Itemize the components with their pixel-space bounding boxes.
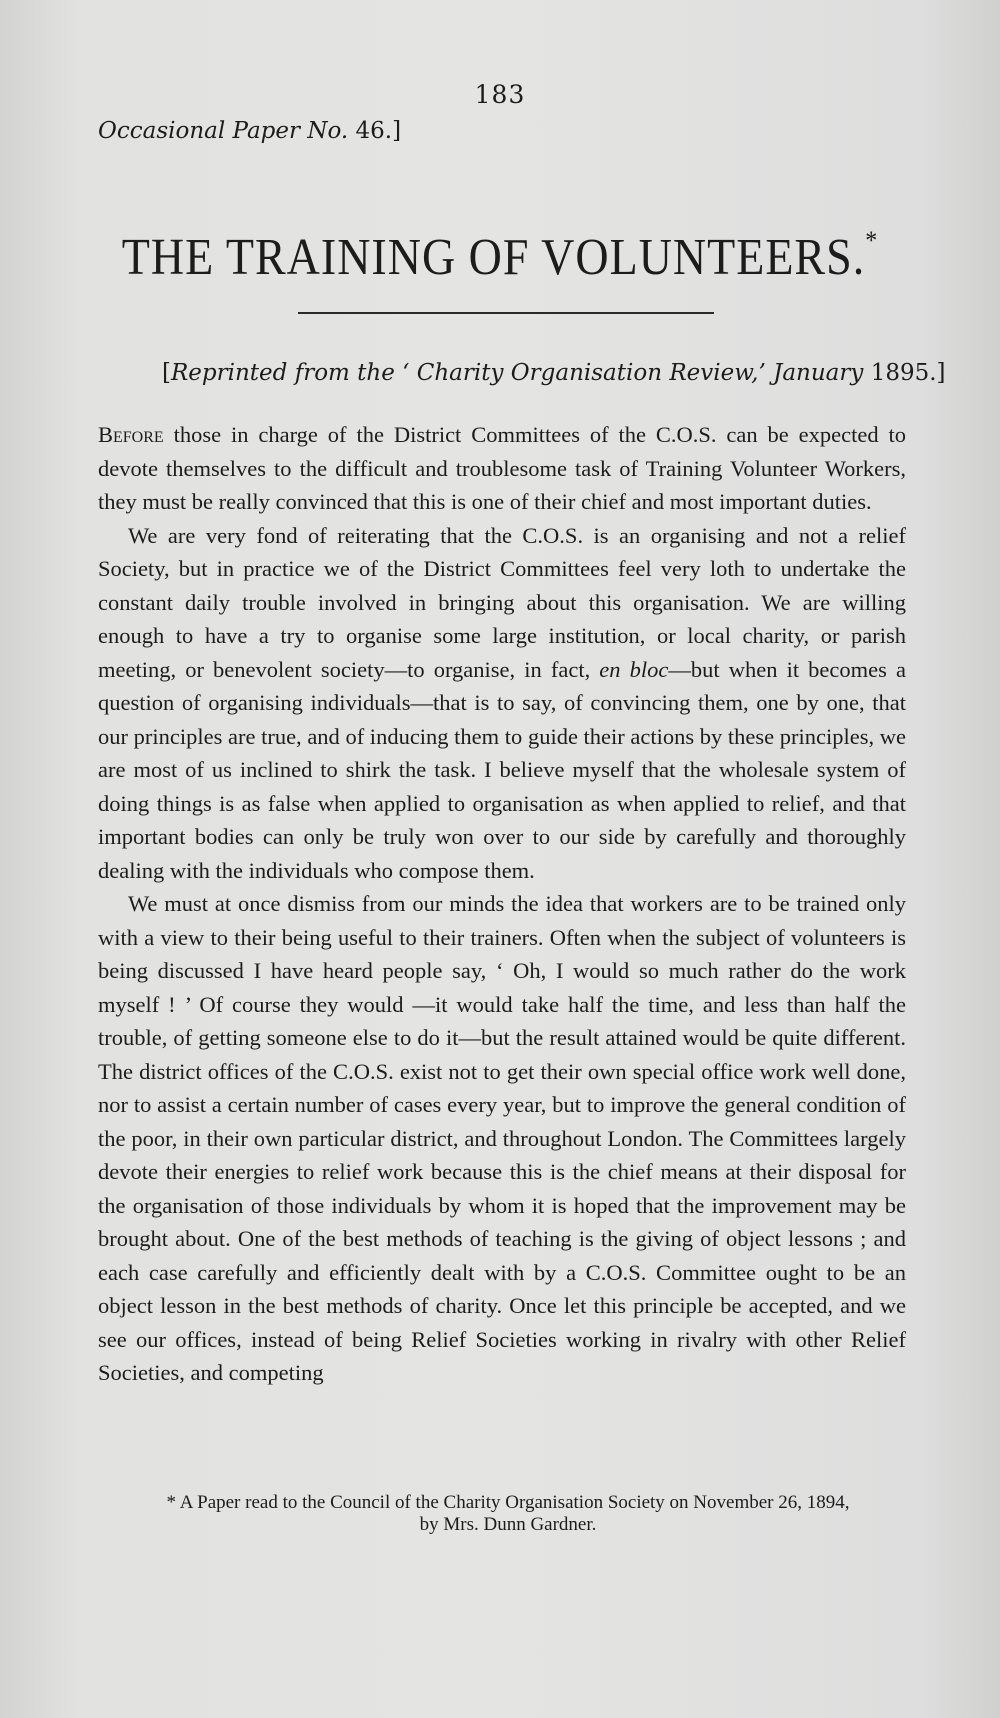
paragraph-3: We must at once dismiss from our minds the idea that workers are to be trained only with a view to their being useful to their trainers. Often when the subject of volunteers is being discussed I have heard people say, ‘ Oh, I would so much rather do the work myself ! ’ Of course they would —it would take half the time, and less than half the trouble, of getting someone else to do it—but the result attained would be quite different. The district offices of the C.O.S. exist not to get their own special office work well done, nor to assist a certain number of cases every year, but to improve the general condition of the poor, in their own particular district, and throughout London. The Committees largely devote their energies to relief work because this is the chief means at their disposal for the organisation of those individuals by whom it is hoped that the improvement may be brought about. One of the best methods of teaching is the giving of object lessons ; and each case carefully and efficiently dealt with by a C.O.S. Committee ought to be an object lesson in the best methods of charity. Once let this principle be accepted, and we see our offices, instead of being Relief Societies working in rivalry with other Relief Societies, and competing [98, 891, 906, 1385]
paragraph-2 [98, 519, 906, 888]
series-label [98, 118, 401, 144]
series-name: Occasional Paper No. [98, 118, 349, 144]
footnote [98, 1492, 918, 1536]
paragraph-lead: Before [98, 422, 164, 447]
reprint-bracket: [ [162, 360, 171, 386]
footnote-line-1: * A Paper read to the Council of the Charity Organisation Society on November 26, 1894, [166, 1492, 850, 1513]
paragraph-2-italic: en bloc [599, 656, 669, 682]
reprint-source: Reprinted from the ‘ Charity Organisation Review,’ January [170, 360, 864, 386]
paragraph-1 [98, 418, 906, 519]
footnote-marker: * [865, 226, 879, 256]
title-divider [298, 312, 714, 314]
title-text: THE TRAINING OF VOLUNTEERS. [121, 227, 866, 286]
series-number: 46.] [355, 118, 402, 144]
footnote-line-2: by Mrs. Dunn Gardner. [419, 1514, 597, 1535]
reprint-year: 1895.] [870, 360, 946, 386]
reprint-note [162, 360, 946, 386]
paragraph-1-text: those in charge of the District Committees of the C.O.S. can be expected to devote themselves to the difficult and troublesome task of Training Volunteer Workers, they must be really convinced that this is one of their chief and most important duties. [98, 422, 906, 514]
page-number: 183 [474, 80, 526, 109]
paragraph-2-text-a: We are very fond of reiterating that the C.O.S. is an organising and not a relief Society, but in practice we of the District Committees feel very loth to undertake the constant daily trouble involved in bringing about this organisation. We are willing enough to have a try to organise some large institution, or local charity, or parish meeting, or benevolent society—to organise, in fact, [98, 522, 906, 682]
paragraph-2-text-b: —but when it becomes a question of organising individuals—that is to say, of convincing them, one by one, that our principles are true, and of inducing them to guide their actions by these principles, we are most of us inclined to shirk the task. I believe myself that the wholesale system of doing things is as false when applied to organisation as when applied to relief, and that important bodies can only be truly won over to our side by carefully and thoroughly dealing with the individuals who compose them. [98, 656, 906, 883]
article-body [98, 418, 906, 1390]
page-title [0, 227, 1000, 286]
